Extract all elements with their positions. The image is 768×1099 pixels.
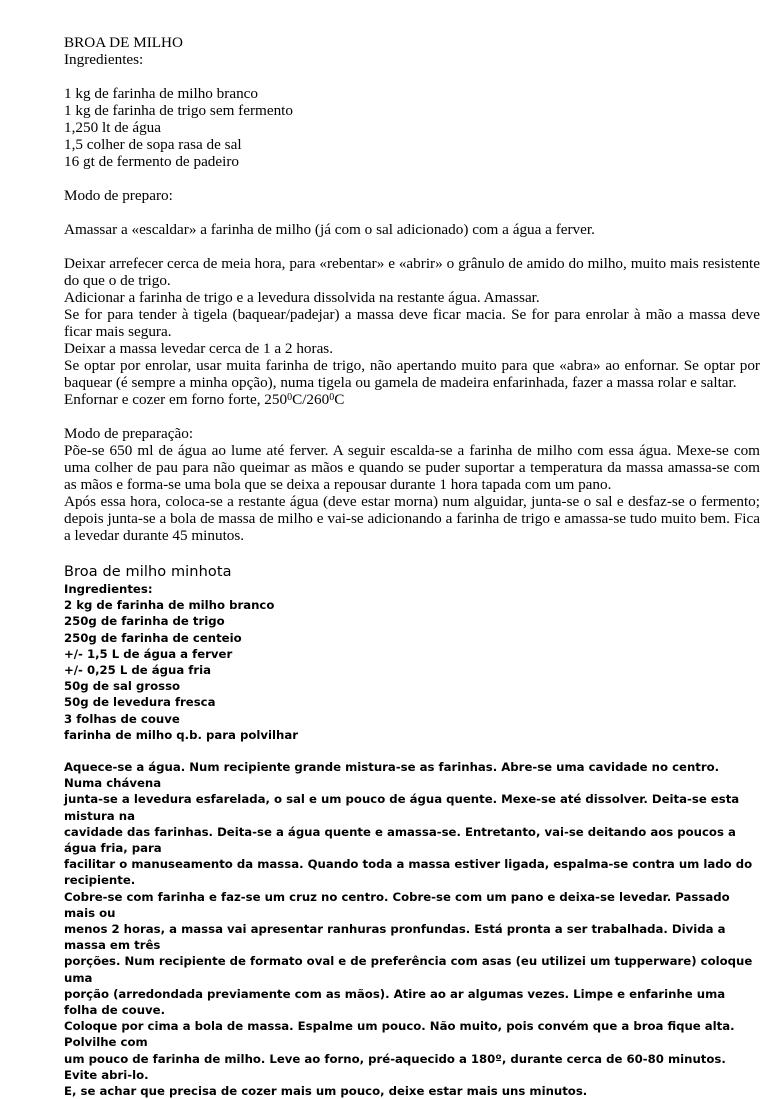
recipe-minhota-method xyxy=(64,759,760,1099)
ingredient-line: 2 kg de farinha de milho branco xyxy=(64,598,275,613)
method-intro: Amassar a «escaldar» a farinha de milho (já com o sal adicionado) com a água a ferver. xyxy=(64,221,595,238)
degree-mark: 0 xyxy=(287,392,293,403)
method-line: cavidade das farinhas. Deita-se a água quente e amassa-se. Entretanto, vai-se deitando aos poucos a água fria, para xyxy=(64,824,736,856)
ingredient-line: 250g de farinha de trigo xyxy=(64,614,225,629)
method-step: Deixar a massa levedar cerca de 1 a 2 horas. xyxy=(64,340,334,357)
oven-text: Enfornar e cozer em forno forte, 250 xyxy=(64,391,288,408)
ingredient-line: 3 folhas de couve xyxy=(64,711,180,726)
method-line: um pouco de farinha de milho. Leve ao forno, pré-aquecido a 180º, durante cerca de 60-80 minutos. Evite abri-lo. xyxy=(64,1051,726,1082)
recipe-minhota-ingredients xyxy=(64,581,760,743)
ingredient-line: 50g de sal grosso xyxy=(64,679,181,694)
method-line: porções. Num recipiente de formato oval e de preferência com asas (eu utilizei um tupperware) coloque uma xyxy=(64,954,753,985)
recipe-title: BROA DE MILHO xyxy=(64,34,183,51)
degree-mark: 0 xyxy=(329,392,335,403)
method-step: Se optar por enrolar, usar muita farinha de trigo, não apertando muito para que «abra» ao enfornar. Se optar por baquear (é sempre a minha opção), numa tigela ou gamela de madeira enfarinhada, fazer a massa rolar e saltar. xyxy=(64,357,760,391)
ingredient-line: 50g de levedura fresca xyxy=(64,695,216,710)
method-step: Deixar arrefecer cerca de meia hora, para «rebentar» e «abrir» o grânulo de amido do milho, muito mais resistente do que o de trigo. xyxy=(64,255,760,289)
ingredients-label: Ingredientes: xyxy=(64,51,144,68)
method-line: menos 2 horas, a massa vai apresentar ranhuras pronfundas. Está pronta a ser trabalhada. Divida a massa em três xyxy=(64,922,726,953)
prep-label: Modo de preparação: xyxy=(64,425,194,442)
method-step: Adicionar a farinha de trigo e a levedura dissolvida na restante água. Amassar. xyxy=(64,289,540,306)
method-line: Coloque por cima a bola de massa. Espalme um pouco. Não muito, pois convém que a broa fique alta. Polvilhe com xyxy=(64,1019,735,1050)
oven-instruction xyxy=(64,391,760,408)
ingredient-line: 1,5 colher de sopa rasa de sal xyxy=(64,136,242,153)
ingredient-line: 16 gt de fermento de padeiro xyxy=(64,153,240,170)
method-label: Modo de preparo: xyxy=(64,187,173,204)
oven-text: C xyxy=(334,391,345,408)
ingredient-line: 1 kg de farinha de milho branco xyxy=(64,85,258,102)
document-page xyxy=(64,34,760,1099)
method-line: Aquece-se a água. Num recipiente grande mistura-se as farinhas. Abre-se uma cavidade no centro. Numa chávena xyxy=(64,760,720,791)
ingredient-line: 1,250 lt de água xyxy=(64,119,162,136)
prep-paragraph: Põe-se 650 ml de água ao lume até ferver. A seguir escalda-se a farinha de milho com essa água. Mexe-se com uma colher de pau para não queimar as mãos e quando se puder suportar a temperatura da massa amassa-se com as mãos e forma-se uma bola que se deixa a repousar durante 1 hora tapada com um pano. xyxy=(64,442,760,493)
ingredient-line: 250g de farinha de centeio xyxy=(64,630,242,645)
ingredient-line: +/- 1,5 L de água a ferver xyxy=(64,646,233,661)
ingredient-line: farinha de milho q.b. para polvilhar xyxy=(64,727,298,742)
method-line: junta-se a levedura esfarelada, o sal e um pouco de água quente. Mexe-se até dissolver. Deita-se esta mistura na xyxy=(64,792,740,823)
method-line: E, se achar que precisa de cozer mais um pouco, deixe estar mais uns minutos. xyxy=(64,1084,588,1099)
recipe-title-minhota: Broa de milho minhota xyxy=(64,564,232,580)
oven-text: C/260 xyxy=(292,391,330,408)
method-line: porção (arredondada previamente com as mãos). Atire ao ar algumas vezes. Limpe e enfarinhe uma folha de couve. xyxy=(64,986,726,1018)
recipe-broa-de-milho xyxy=(64,34,760,544)
ingredient-line: +/- 0,25 L de água fria xyxy=(64,663,212,678)
method-line: Cobre-se com farinha e faz-se um cruz no centro. Cobre-se com um pano e deixa-se levedar. Passado mais ou xyxy=(64,889,730,920)
method-step: Se for para tender à tigela (baquear/padejar) a massa deve ficar macia. Se for para enrolar à mão a massa deve ficar mais segura. xyxy=(64,306,760,340)
prep-paragraph: Após essa hora, coloca-se a restante água (deve estar morna) num alguidar, junta-se o sal e desfaz-se o fermento; depois junta-se a bola de massa de milho e vai-se adicionando a farinha de trigo e amassa-se tudo muito bem. Fica a levedar durante 45 minutos. xyxy=(64,493,760,544)
method-line: facilitar o manuseamento da massa. Quando toda a massa estiver ligada, espalma-se contra um lado do recipiente. xyxy=(64,857,753,888)
ingredient-line: 1 kg de farinha de trigo sem fermento xyxy=(64,102,293,119)
ingredients-label: Ingredientes: xyxy=(64,582,153,596)
